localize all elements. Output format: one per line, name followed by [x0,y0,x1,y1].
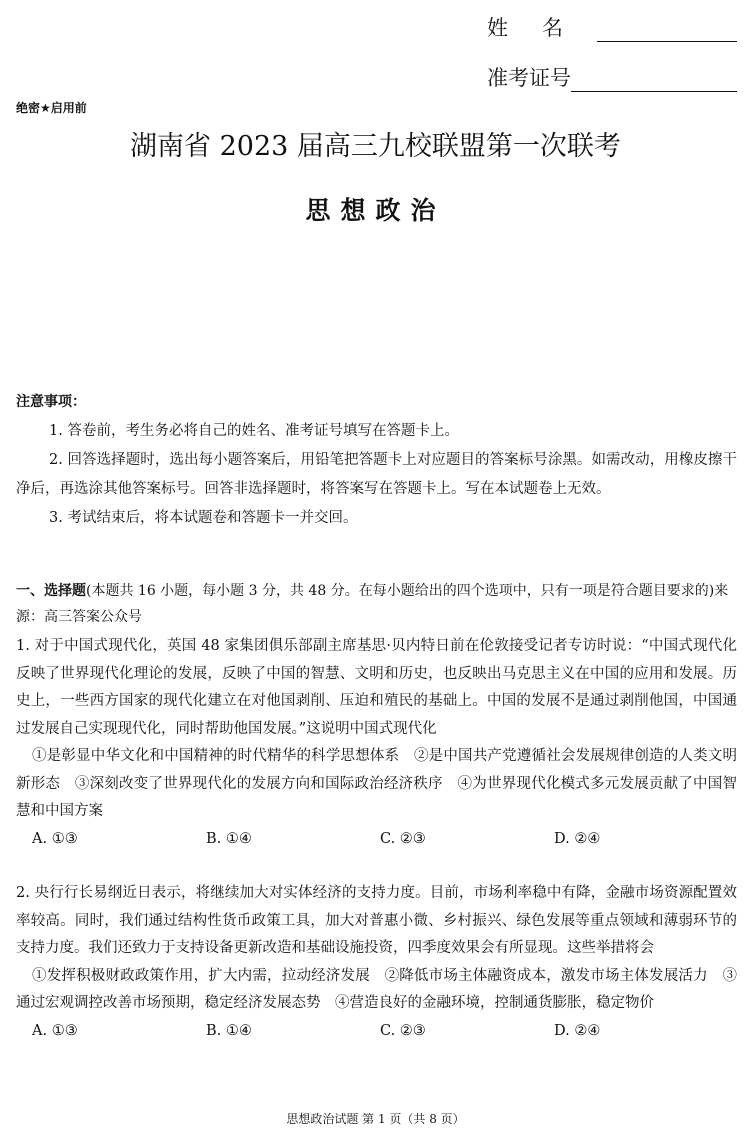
question-stem: 2. 央行行长易纲近日表示，将继续加大对实体经济的支持力度。目前，市场利率稳中有降，金融市场资源配置效率较高。同时，我们通过结构性货币政策工具，加大对普惠小微、乡村振兴、绿色发展等重点领域和薄弱环节的支持力度。我们还致力于支持设备更新改造和基础设施投资，四季度效果会有所显现。这些举措将会 [16,885,737,956]
section-source: 来源：高三答案公众号 [16,583,729,625]
id-line[interactable] [571,65,737,92]
notice-item: 1. 答卷前，考生务必将自己的姓名、准考证号填写在答题卡上。 [49,423,459,439]
exam-title: 湖南省 2023 届高三九校联盟第一次联考 [130,131,621,162]
section-instructions: (本题共 16 小题，每小题 3 分，共 48 分。在每小题给出的四个选项中，只有一项是符合题目要求的) [86,583,715,599]
answer-d[interactable]: D. ②④ [554,1022,601,1039]
question-1 [16,633,737,853]
answer-d[interactable]: D. ②④ [554,830,601,847]
subject-title: 思想政治 [305,196,446,225]
secret-label: 绝密★启用前 [16,101,87,115]
name-line[interactable] [597,15,737,42]
answer-choices [16,1018,737,1046]
question-options: ①是彰显中华文化和中国精神的时代精华的科学思想体系 ②是中国共产党遵循社会发展规律创造的人类文明新形态 ③深刻改变了世界现代化的发展方向和国际政治经济秩序 ④为世界现代化模式多元发展贡献了中国智慧和中国方案 [16,748,737,819]
name-label: 姓名 [487,16,597,40]
page-footer: 思想政治试题 第 1 页（共 8 页） [286,1112,465,1126]
answer-b[interactable]: B. ①④ [206,1022,252,1039]
name-field[interactable] [487,10,737,42]
question-2 [16,880,737,1045]
question-options: ①发挥积极财政政策作用，扩大内需，拉动经济发展 ②降低市场主体融资成本，激发市场主体发展活力 ③通过宏观调控改善市场预期，稳定经济发展态势 ④营造良好的金融环境，控制通货膨胀，稳定物价 [16,967,737,1011]
id-label: 准考证号 [487,66,571,90]
answer-c[interactable]: C. ②③ [380,830,426,847]
section-title: 一、选择题 [16,583,86,599]
answer-a[interactable]: A. ①③ [32,830,78,847]
id-field[interactable] [487,60,737,92]
notice-item: 3. 考试结束后，将本试题卷和答题卡一并交回。 [49,510,358,526]
answer-a[interactable]: A. ①③ [32,1022,78,1039]
notice-item: 2. 回答选择题时，选出每小题答案后，用铅笔把答题卡上对应题目的答案标号涂黑。如需改动，用橡皮擦干净后，再选涂其他答案标号。回答非选择题时，将答案写在答题卡上。写在本试题卷上无效。 [16,452,737,497]
notice-block [16,388,737,533]
answer-b[interactable]: B. ①④ [206,830,252,847]
candidate-info [487,10,737,110]
notice-heading: 注意事项： [16,394,86,410]
section-header [16,578,737,630]
answer-c[interactable]: C. ②③ [380,1022,426,1039]
answer-choices [16,826,737,854]
question-stem: 1. 对于中国式现代化，英国 48 家集团俱乐部副主席基思·贝内特日前在伦敦接受记者专访时说：“中国式现代化反映了世界现代化理论的发展，反映了中国的智慧、文明和历史，也反映出马克思主义在中国的应用和发展。历史上，一些西方国家的现代化建立在对他国剥削、压迫和殖民的基础上。中国的发展不是通过剥削他国，中国通过发展自己实现现代化，同时帮助他国发展。”这说明中国式现代化 [16,638,737,737]
